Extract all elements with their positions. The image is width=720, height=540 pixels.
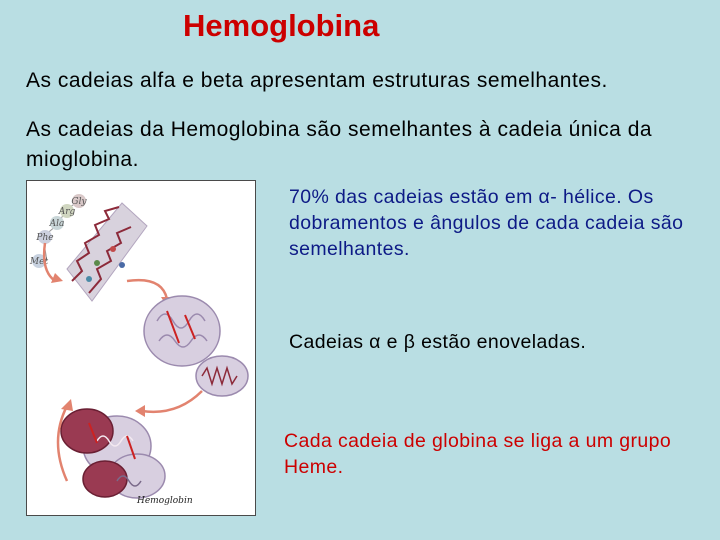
amino-acid-label: Phe	[36, 233, 54, 243]
hemoglobin-illustration	[27, 181, 255, 515]
slide-title: Hemoglobina	[183, 8, 380, 43]
fact-alpha-helix: 70% das cadeias estão em α- hélice. Os dobramentos e ângulos de cada cadeia são semelhantes.	[289, 186, 684, 260]
fact-heme-group: Cada cadeia de globina se liga a um grupo Heme.	[284, 430, 672, 478]
alpha-helix-strip	[67, 203, 147, 301]
amino-acid-label: Arg	[58, 207, 76, 217]
arrow-head	[135, 405, 145, 417]
fact-coiled-chains: Cadeias α e β estão enoveladas.	[289, 331, 587, 353]
arrow-head	[61, 399, 73, 411]
arrow-to-tetramer	[142, 391, 202, 412]
figure-caption: Hemoglobin	[137, 496, 193, 506]
arrow-to-helix	[44, 243, 55, 281]
hemoglobin-figure	[26, 180, 256, 516]
hemoglobin-tetramer	[61, 409, 165, 498]
globin-fold	[144, 296, 248, 396]
paragraph-structures: As cadeias alfa e beta apresentam estruturas semelhantes.	[26, 69, 608, 92]
arrow-to-fold	[127, 280, 167, 299]
amino-acid-label: Ala	[49, 219, 65, 229]
paragraph-myoglobin: As cadeias da Hemoglobina são semelhantes à cadeia única da mioglobina.	[26, 118, 653, 171]
amino-acid-label: Gly	[71, 197, 87, 207]
amino-acid-label: Met	[29, 257, 49, 267]
